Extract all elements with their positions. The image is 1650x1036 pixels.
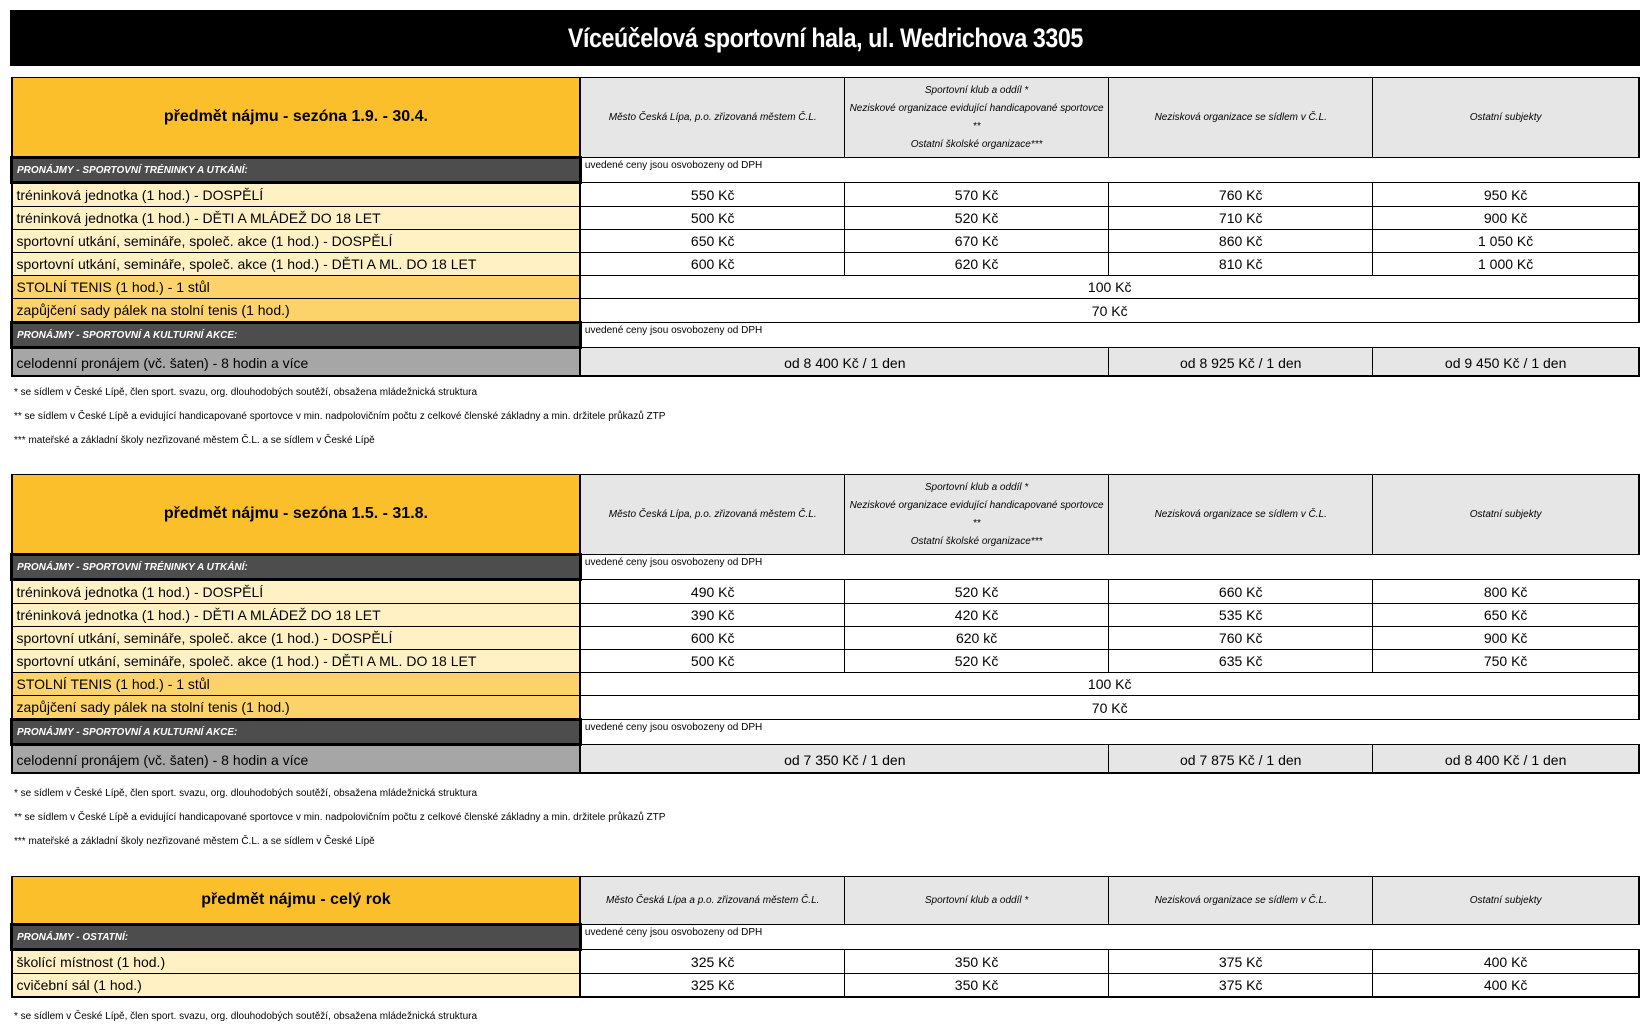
- row-name: sportovní utkání, semináře, společ. akce (1 hod.) - DOSPĚLÍ: [12, 627, 581, 650]
- table-row: [12, 183, 1640, 207]
- table-row: [12, 253, 1640, 276]
- price-section-summer: [10, 474, 1640, 774]
- category-city: Město Česká Lípa, p.o. zřizovaná městem Č.L.: [580, 78, 844, 158]
- category-nonprofit: Nezisková organizace se sídlem v Č.L.: [1109, 475, 1373, 555]
- group-label-training: PRONÁJMY - SPORTOVNÍ TRÉNINKY A UTKÁNÍ:: [12, 555, 581, 580]
- price-cell: 350 Kč: [845, 974, 1109, 998]
- table-row: [12, 207, 1640, 230]
- price-cell: 750 Kč: [1373, 650, 1639, 673]
- section-heading: předmět nájmu - sezóna 1.5. - 31.8.: [12, 475, 581, 555]
- vat-note: uvedené ceny jsou osvobozeny od DPH: [584, 160, 763, 171]
- price-cell: 490 Kč: [580, 580, 844, 604]
- price-cell: 810 Kč: [1109, 253, 1373, 276]
- price-cell: 325 Kč: [580, 974, 844, 998]
- category-club: Sportovní klub a oddíl *: [845, 877, 1109, 925]
- price-cell-merged: od 7 350 Kč / 1 den: [580, 745, 1108, 774]
- category-club: Sportovní klub a oddíl * Neziskové organizace evidující handicapované sportovce ** Ostatní školské organizace***: [845, 475, 1109, 555]
- category-other: Ostatní subjekty: [1373, 78, 1639, 158]
- vat-note: uvedené ceny jsou osvobozeny od DPH: [584, 557, 763, 568]
- price-cell: 800 Kč: [1373, 580, 1639, 604]
- price-cell: 860 Kč: [1109, 230, 1373, 253]
- table-row: [12, 580, 1640, 604]
- price-cell: 500 Kč: [580, 650, 844, 673]
- footnote-3: *** mateřské a základní školy nezřizované městem Č.L. a se sídlem v České Lípě: [14, 435, 375, 446]
- price-cell: 420 Kč: [845, 604, 1109, 627]
- price-cell: 400 Kč: [1373, 974, 1639, 998]
- price-cell-merged: od 8 400 Kč / 1 den: [580, 348, 1108, 377]
- price-cell: 520 Kč: [845, 580, 1109, 604]
- price-cell: od 8 925 Kč / 1 den: [1109, 348, 1373, 377]
- price-cell: 350 Kč: [845, 950, 1109, 974]
- price-cell: 900 Kč: [1373, 207, 1639, 230]
- price-cell: 375 Kč: [1109, 974, 1373, 998]
- category-nonprofit: Nezisková organizace se sídlem v Č.L.: [1109, 877, 1373, 925]
- price-table: [10, 474, 1640, 774]
- table-row-paddles: [12, 299, 1640, 323]
- price-cell: 950 Kč: [1373, 183, 1639, 207]
- vat-note: uvedené ceny jsou osvobozeny od DPH: [584, 722, 763, 733]
- group-label-events: PRONÁJMY - SPORTOVNÍ A KULTURNÍ AKCE:: [12, 323, 581, 348]
- price-cell: 650 Kč: [1373, 604, 1639, 627]
- category-other: Ostatní subjekty: [1373, 475, 1639, 555]
- price-cell: 620 Kč: [845, 253, 1109, 276]
- row-name: celodenní pronájem (vč. šaten) - 8 hodin a více: [12, 348, 581, 377]
- price-table: [10, 77, 1640, 377]
- category-other: Ostatní subjekty: [1373, 877, 1639, 925]
- category-nonprofit: Nezisková organizace se sídlem v Č.L.: [1109, 78, 1373, 158]
- footnote-2: ** se sídlem v České Lípě a evidující handicapované sportovce v min. nadpolovičním počtu z celkové členské základny a min. držitele průkazů ZTP: [14, 812, 666, 823]
- section-heading: předmět nájmu - sezóna 1.9. - 30.4.: [12, 78, 581, 158]
- price-cell: 760 Kč: [1109, 183, 1373, 207]
- row-name: STOLNÍ TENIS (1 hod.) - 1 stůl: [12, 673, 581, 696]
- price-cell: 710 Kč: [1109, 207, 1373, 230]
- table-row: [12, 627, 1640, 650]
- footnote-1: * se sídlem v České Lípě, člen sport. svazu, org. dlouhodobých soutěží, obsažena mládežnická struktura: [14, 1011, 478, 1022]
- price-cell: 620 kč: [845, 627, 1109, 650]
- price-cell: od 7 875 Kč / 1 den: [1109, 745, 1373, 774]
- category-city: Město Česká Lípa a p.o. zřizovaná městem Č.L.: [580, 877, 844, 925]
- price-cell: 650 Kč: [580, 230, 844, 253]
- price-cell: 600 Kč: [580, 627, 844, 650]
- footnote-1: * se sídlem v České Lípě, člen sport. svazu, org. dlouhodobých soutěží, obsažena mládežnická struktura: [14, 387, 478, 398]
- footnote-1: * se sídlem v České Lípě, člen sport. svazu, org. dlouhodobých soutěží, obsažena mládežnická struktura: [14, 788, 478, 799]
- table-row-tennis: [12, 673, 1640, 696]
- group-label-events: PRONÁJMY - SPORTOVNÍ A KULTURNÍ AKCE:: [12, 720, 581, 745]
- price-cell: 520 Kč: [845, 650, 1109, 673]
- section-heading: předmět nájmu - celý rok: [12, 877, 581, 925]
- price-cell: 1 000 Kč: [1373, 253, 1639, 276]
- table-row-tennis: [12, 276, 1640, 299]
- row-name: tréninková jednotka (1 hod.) - DOSPĚLÍ: [12, 183, 581, 207]
- table-row-fullday: [12, 745, 1640, 774]
- row-name: sportovní utkání, semináře, společ. akce (1 hod.) - DĚTI A ML. DO 18 LET: [12, 650, 581, 673]
- row-name: školící místnost (1 hod.): [12, 950, 581, 974]
- price-section-year: [10, 876, 1640, 998]
- price-cell: 535 Kč: [1109, 604, 1373, 627]
- category-city: Město Česká Lípa, p.o. zřizovaná městem Č.L.: [580, 475, 844, 555]
- page-title: [10, 10, 1640, 66]
- row-name: tréninková jednotka (1 hod.) - DĚTI A MLÁDEŽ DO 18 LET: [12, 207, 581, 230]
- footnote-2: ** se sídlem v České Lípě a evidující handicapované sportovce v min. nadpolovičním počtu z celkové členské základny a min. držitele průkazů ZTP: [14, 411, 666, 422]
- price-table: [10, 876, 1640, 998]
- row-name: celodenní pronájem (vč. šaten) - 8 hodin a více: [12, 745, 581, 774]
- row-name: tréninková jednotka (1 hod.) - DĚTI A MLÁDEŽ DO 18 LET: [12, 604, 581, 627]
- group-label-other: PRONÁJMY - OSTATNÍ:: [12, 925, 581, 950]
- price-cell: 500 Kč: [580, 207, 844, 230]
- table-row: [12, 950, 1640, 974]
- price-cell: 760 Kč: [1109, 627, 1373, 650]
- price-cell-merged: 70 Kč: [580, 299, 1639, 323]
- vat-note: uvedené ceny jsou osvobozeny od DPH: [584, 927, 763, 938]
- price-cell: od 9 450 Kč / 1 den: [1373, 348, 1639, 377]
- price-cell-merged: 70 Kč: [580, 696, 1639, 720]
- price-cell: 390 Kč: [580, 604, 844, 627]
- price-cell: 1 050 Kč: [1373, 230, 1639, 253]
- category-club: Sportovní klub a oddíl * Neziskové organizace evidující handicapované sportovce ** Ostatní školské organizace***: [845, 78, 1109, 158]
- row-name: sportovní utkání, semináře, společ. akce (1 hod.) - DĚTI A ML. DO 18 LET: [12, 253, 581, 276]
- price-cell: 570 Kč: [845, 183, 1109, 207]
- page-title-text: Víceúčelová sportovní hala, ul. Wedrichova 3305: [567, 23, 1083, 53]
- price-cell: 900 Kč: [1373, 627, 1639, 650]
- price-cell-merged: 100 Kč: [580, 276, 1639, 299]
- table-row-paddles: [12, 696, 1640, 720]
- row-name: STOLNÍ TENIS (1 hod.) - 1 stůl: [12, 276, 581, 299]
- group-label-training: PRONÁJMY - SPORTOVNÍ TRÉNINKY A UTKÁNÍ:: [12, 158, 581, 183]
- row-name: zapůjčení sady pálek na stolní tenis (1 hod.): [12, 696, 581, 720]
- table-row: [12, 974, 1640, 998]
- row-name: sportovní utkání, semináře, společ. akce (1 hod.) - DOSPĚLÍ: [12, 230, 581, 253]
- table-row: [12, 650, 1640, 673]
- price-cell-merged: 100 Kč: [580, 673, 1639, 696]
- row-name: tréninková jednotka (1 hod.) - DOSPĚLÍ: [12, 580, 581, 604]
- table-row: [12, 230, 1640, 253]
- price-cell: 550 Kč: [580, 183, 844, 207]
- row-name: cvičební sál (1 hod.): [12, 974, 581, 998]
- price-cell: od 8 400 Kč / 1 den: [1373, 745, 1639, 774]
- price-cell: 635 Kč: [1109, 650, 1373, 673]
- price-cell: 375 Kč: [1109, 950, 1373, 974]
- price-cell: 325 Kč: [580, 950, 844, 974]
- price-cell: 670 Kč: [845, 230, 1109, 253]
- row-name: zapůjčení sady pálek na stolní tenis (1 hod.): [12, 299, 581, 323]
- price-cell: 520 Kč: [845, 207, 1109, 230]
- price-cell: 660 Kč: [1109, 580, 1373, 604]
- vat-note: uvedené ceny jsou osvobozeny od DPH: [584, 325, 763, 336]
- footnote-3: *** mateřské a základní školy nezřizované městem Č.L. a se sídlem v České Lípě: [14, 836, 375, 847]
- table-row-fullday: [12, 348, 1640, 377]
- price-cell: 400 Kč: [1373, 950, 1639, 974]
- table-row: [12, 604, 1640, 627]
- price-cell: 600 Kč: [580, 253, 844, 276]
- price-section-winter: [10, 77, 1640, 377]
